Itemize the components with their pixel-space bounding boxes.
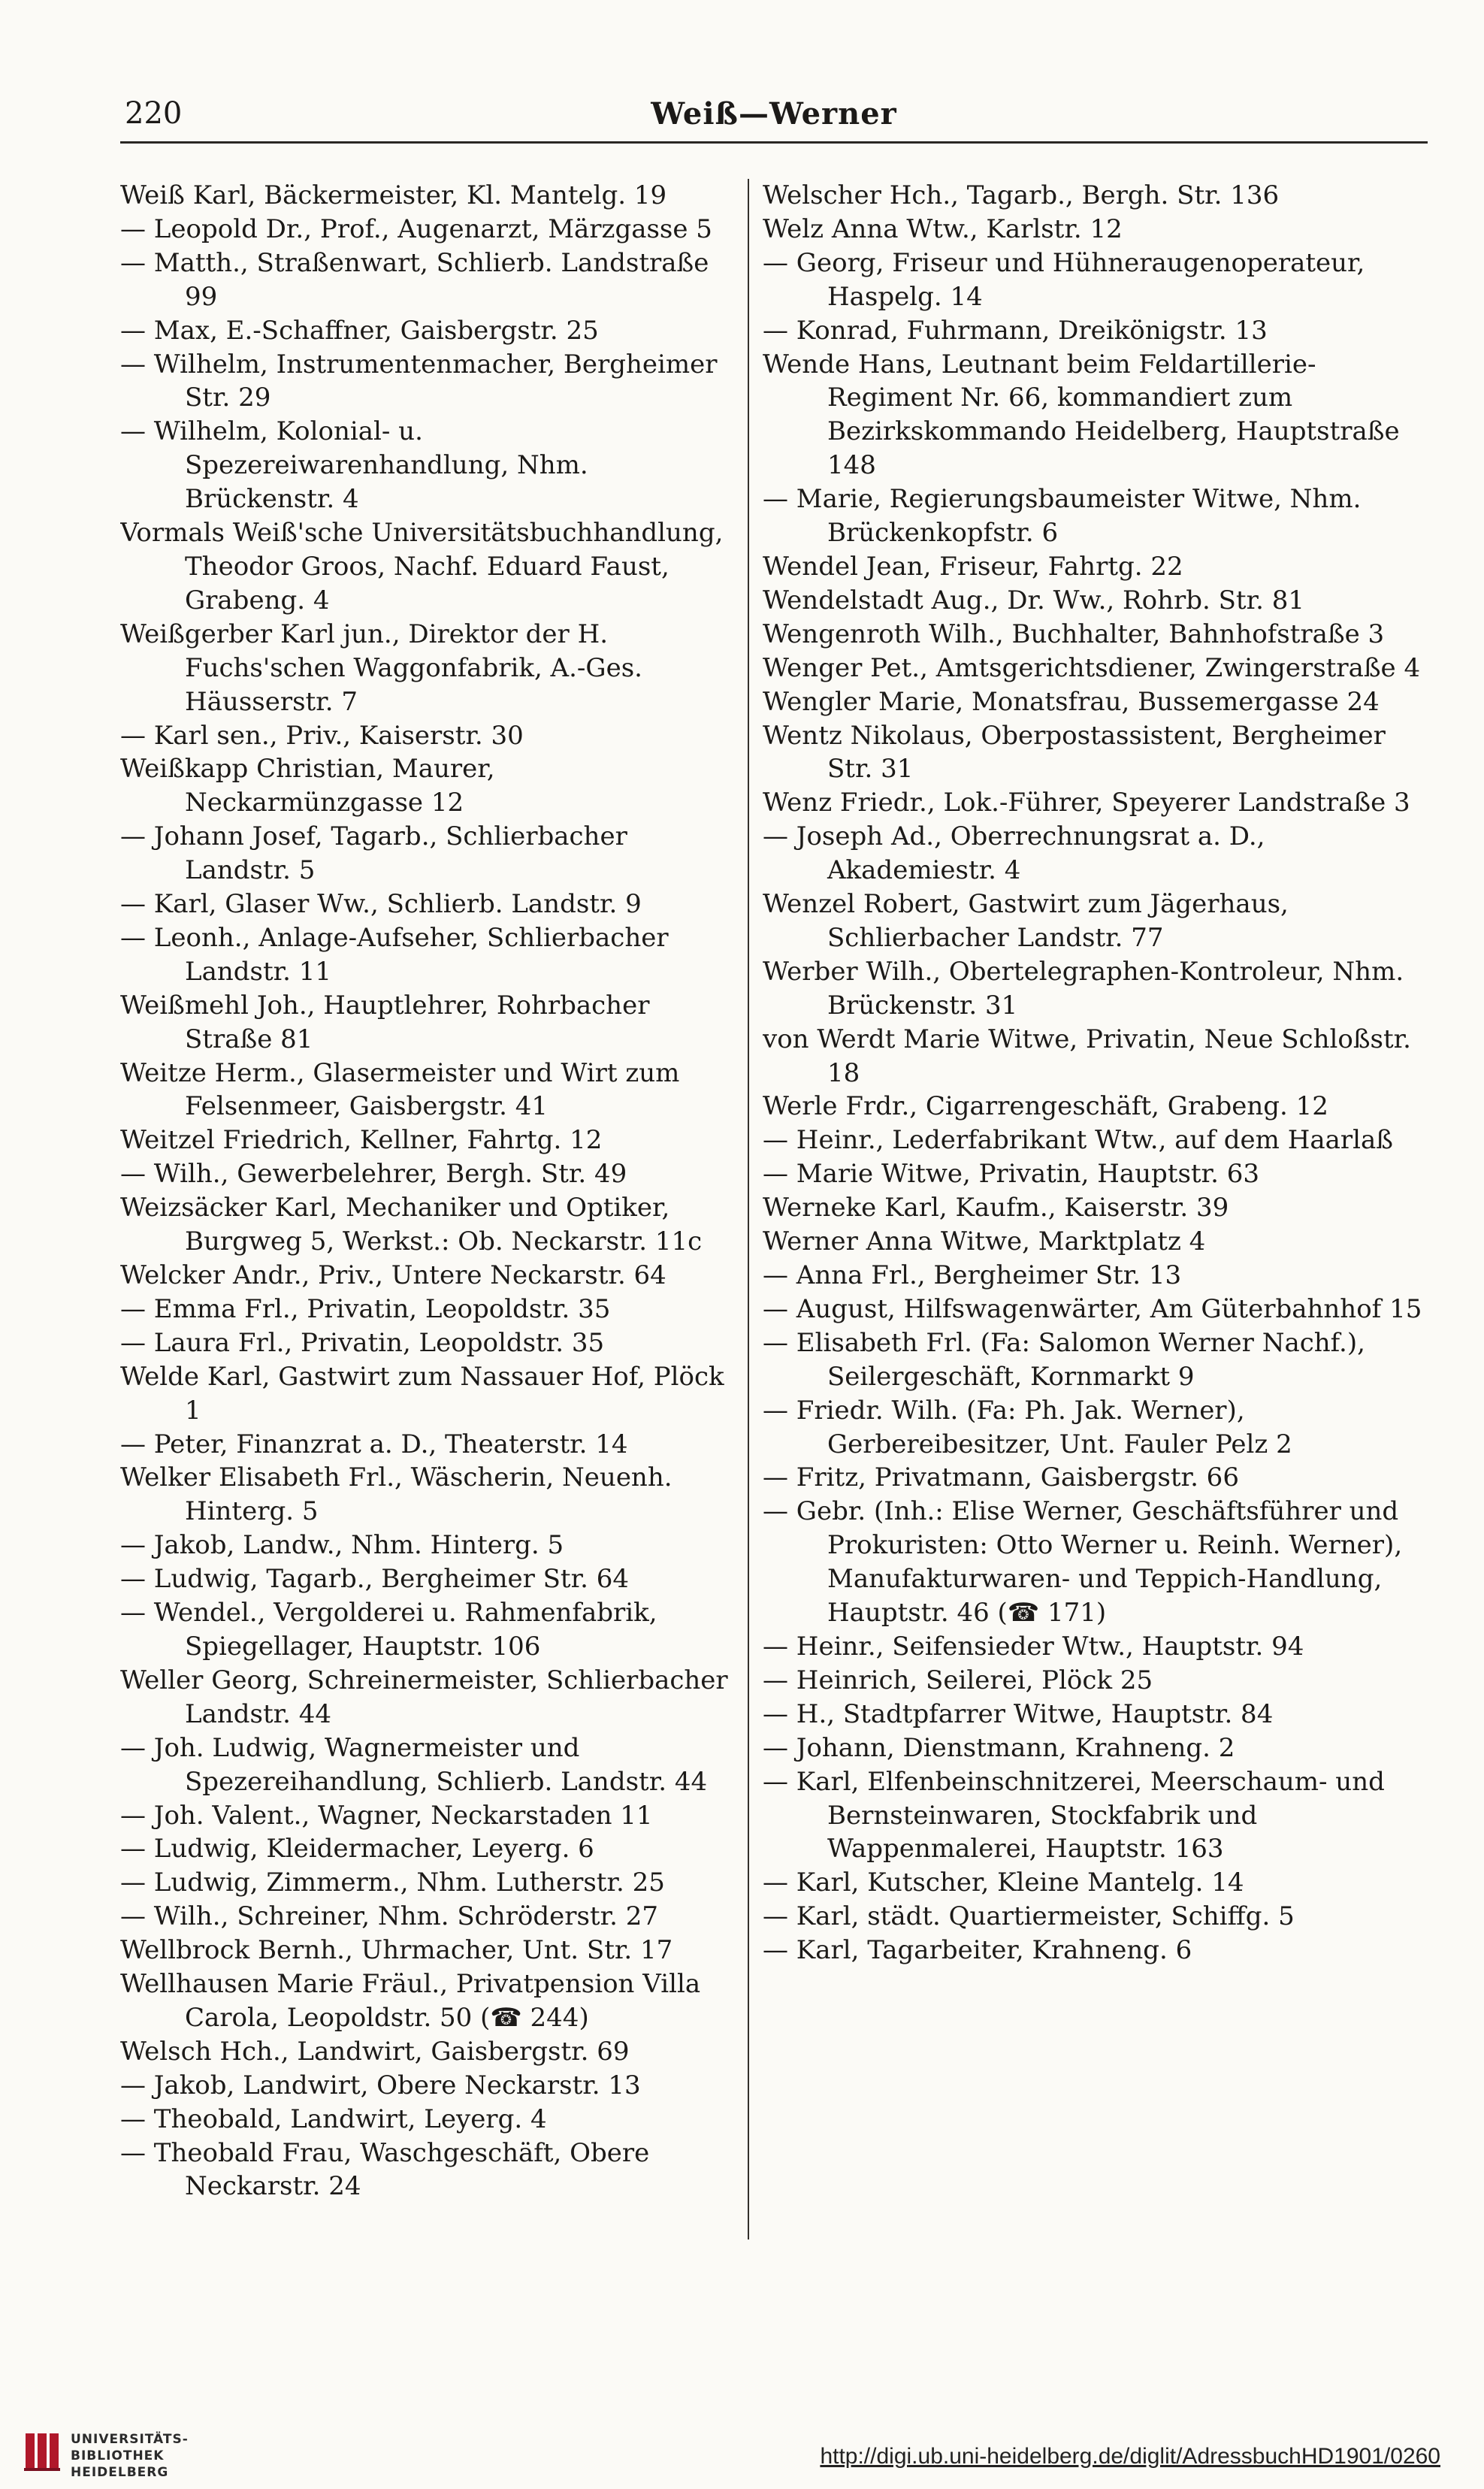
- directory-entry: — Leopold Dr., Prof., Augenarzt, Märzgasse 5: [120, 213, 712, 244]
- directory-entry: Welker Elisabeth Frl., Wäscherin, Neuenh. Hinterg. 5: [120, 1462, 672, 1527]
- directory-entry: Weitze Herm., Glasermeister und Wirt zum Felsenmeer, Gaisbergstr. 41: [120, 1057, 680, 1122]
- left-entry-list: [120, 179, 736, 2203]
- directory-entry: — Matth., Straßenwart, Schlierb. Landstraße 99: [120, 247, 709, 312]
- directory-entry: Werneke Karl, Kaufm., Kaiserstr. 39: [763, 1193, 1229, 1223]
- directory-entry: Welde Karl, Gastwirt zum Nassauer Hof, Plöck 1: [120, 1361, 724, 1426]
- directory-entry: — Theobald Frau, Waschgeschäft, Obere Neckarstr. 24: [120, 2137, 650, 2202]
- logo-line-1: UNIVERSITÄTS-: [71, 2432, 189, 2447]
- library-logo[interactable]: [24, 2426, 249, 2478]
- directory-entry: — Karl, städt. Quartiermeister, Schiffg. 5: [763, 1901, 1295, 1932]
- directory-entry: Weißkapp Christian, Maurer, Neckarmünzgasse 12: [120, 754, 495, 818]
- directory-entry: — Karl, Elfenbeinschnitzerei, Meerschaum- und Bernsteinwaren, Stockfabrik und Wappenmalerei, Hauptstr. 163: [763, 1766, 1385, 1864]
- directory-entry: — Karl, Tagarbeiter, Krahneng. 6: [763, 1935, 1192, 1966]
- directory-entry: — Friedr. Wilh. (Fa: Ph. Jak. Werner), Gerbereibesitzer, Unt. Fauler Pelz 2: [763, 1395, 1292, 1459]
- directory-entry: Werle Frdr., Cigarrengeschäft, Grabeng. 12: [763, 1091, 1328, 1122]
- directory-entry: Wenz Friedr., Lok.-Führer, Speyerer Landstraße 3: [763, 788, 1410, 818]
- directory-entry: von Werdt Marie Witwe, Privatin, Neue Schloßstr. 18: [763, 1024, 1411, 1088]
- directory-entry: — Wilh., Gewerbelehrer, Bergh. Str. 49: [120, 1159, 627, 1190]
- directory-entry: — Heinr., Lederfabrikant Wtw., auf dem Haarlaß: [763, 1125, 1394, 1156]
- directory-entry: — Max, E.-Schaffner, Gaisbergstr. 25: [120, 315, 599, 346]
- directory-entry: — Ludwig, Zimmerm., Nhm. Lutherstr. 25: [120, 1868, 665, 1898]
- directory-entry: — Joh. Valent., Wagner, Neckarstaden 11: [120, 1800, 653, 1831]
- directory-entry: — Jakob, Landw., Nhm. Hinterg. 5: [120, 1530, 564, 1561]
- directory-entry: — Wilh., Schreiner, Nhm. Schröderstr. 27: [120, 1901, 658, 1932]
- directory-entry: — Marie, Regierungsbaumeister Witwe, Nhm. Brückenkopfstr. 6: [763, 484, 1362, 549]
- directory-entry: — Wilhelm, Instrumentenmacher, Bergheimer Str. 29: [120, 349, 718, 413]
- library-logo-icon: [24, 2430, 60, 2472]
- directory-entry: — Karl, Kutscher, Kleine Mantelg. 14: [763, 1868, 1244, 1898]
- directory-entry: Vormals Weiß'sche Universitätsbuchhandlung, Theodor Groos, Nachf. Eduard Faust, Grabeng. 4: [120, 518, 724, 615]
- directory-entry: Wellbrock Bernh., Uhrmacher, Unt. Str. 17: [120, 1935, 673, 1966]
- directory-entry: Weiß Karl, Bäckermeister, Kl. Mantelg. 19: [120, 180, 667, 210]
- left-column: [120, 179, 736, 2239]
- directory-entry: — Karl, Glaser Ww., Schlierb. Landstr. 9: [120, 889, 642, 920]
- directory-entry: Wentz Nikolaus, Oberpostassistent, Bergheimer Str. 31: [763, 720, 1386, 785]
- directory-entry: Welscher Hch., Tagarb., Bergh. Str. 136: [763, 180, 1280, 210]
- directory-entry: — Johann, Dienstmann, Krahneng. 2: [763, 1732, 1235, 1763]
- running-head: Weiß—Werner: [651, 96, 897, 132]
- directory-entry: — Emma Frl., Privatin, Leopoldstr. 35: [120, 1293, 611, 1324]
- source-url-link[interactable]: http://digi.ub.uni-heidelberg.de/diglit/AdressbuchHD1901/0260: [820, 2444, 1440, 2469]
- directory-entry: Werner Anna Witwe, Marktplatz 4: [763, 1226, 1206, 1257]
- directory-entry: — Elisabeth Frl. (Fa: Salomon Werner Nachf.), Seilergeschäft, Kornmarkt 9: [763, 1327, 1365, 1392]
- directory-entry: — Konrad, Fuhrmann, Dreikönigstr. 13: [763, 315, 1268, 346]
- directory-entry: — Marie Witwe, Privatin, Hauptstr. 63: [763, 1159, 1259, 1190]
- directory-entry: Wengler Marie, Monatsfrau, Bussemergasse 24: [763, 686, 1380, 717]
- directory-entry: Wengenroth Wilh., Buchhalter, Bahnhofstraße 3: [763, 618, 1385, 649]
- directory-entry: Welcker Andr., Priv., Untere Neckarstr. 64: [120, 1260, 666, 1290]
- directory-entry: — Peter, Finanzrat a. D., Theaterstr. 14: [120, 1429, 628, 1459]
- directory-entry: Weißgerber Karl jun., Direktor der H. Fuchs'schen Waggonfabrik, A.-Ges. Häusserstr. 7: [120, 618, 642, 717]
- logo-line-2: BIBLIOTHEK: [71, 2448, 165, 2463]
- directory-entry: Wendelstadt Aug., Dr. Ww., Rohrb. Str. 81: [763, 585, 1304, 615]
- directory-entry: — Jakob, Landwirt, Obere Neckarstr. 13: [120, 2070, 641, 2100]
- directory-entry: — Laura Frl., Privatin, Leopoldstr. 35: [120, 1327, 605, 1358]
- directory-entry: Wellhausen Marie Fräul., Privatpension Villa Carola, Leopoldstr. 50 (☎ 244): [120, 1969, 701, 2033]
- directory-entry: Wende Hans, Leutnant beim Feldartillerie-Regiment Nr. 66, kommandiert zum Bezirkskommando Heidelberg, Hauptstraße 148: [763, 349, 1400, 481]
- directory-entry: Weitzel Friedrich, Kellner, Fahrtg. 12: [120, 1125, 603, 1156]
- directory-entry: — Ludwig, Tagarb., Bergheimer Str. 64: [120, 1564, 629, 1595]
- directory-entry: — Heinr., Seifensieder Wtw., Hauptstr. 94: [763, 1631, 1304, 1662]
- directory-entry: — Wendel., Vergolderei u. Rahmenfabrik, Spiegellager, Hauptstr. 106: [120, 1598, 657, 1662]
- right-column: [763, 179, 1424, 2239]
- directory-entry: Weißmehl Joh., Hauptlehrer, Rohrbacher Straße 81: [120, 990, 650, 1054]
- directory-entry: — Karl sen., Priv., Kaiserstr. 30: [120, 720, 524, 751]
- directory-entry: — Ludwig, Kleidermacher, Leyerg. 6: [120, 1834, 594, 1864]
- directory-entry: — Heinrich, Seilerei, Plöck 25: [763, 1665, 1153, 1695]
- column-divider: [748, 179, 749, 2239]
- directory-entry: Weller Georg, Schreinermeister, Schlierbacher Landstr. 44: [120, 1665, 728, 1729]
- directory-entry: — Anna Frl., Bergheimer Str. 13: [763, 1260, 1182, 1290]
- page-header: [120, 89, 1428, 144]
- directory-entry: Weizsäcker Karl, Mechaniker und Optiker, Burgweg 5, Werkst.: Ob. Neckarstr. 11c: [120, 1193, 703, 1257]
- directory-entry: Werber Wilh., Obertelegraphen-Kontroleur, Nhm. Brückenstr. 31: [763, 956, 1404, 1021]
- logo-line-3: HEIDELBERG: [71, 2465, 169, 2480]
- directory-entry: Welsch Hch., Landwirt, Gaisbergstr. 69: [120, 2036, 630, 2067]
- directory-entry: Wenger Pet., Amtsgerichtsdiener, Zwingerstraße 4: [763, 652, 1421, 683]
- directory-entry: — Leonh., Anlage-Aufseher, Schlierbacher Landstr. 11: [120, 922, 669, 987]
- directory-entry: — August, Hilfswagenwärter, Am Güterbahnhof 15: [763, 1293, 1422, 1324]
- directory-entry: Wenzel Robert, Gastwirt zum Jägerhaus, Schlierbacher Landstr. 77: [763, 889, 1289, 953]
- directory-entry: — Fritz, Privatmann, Gaisbergstr. 66: [763, 1462, 1239, 1493]
- directory-entry: — Gebr. (Inh.: Elise Werner, Geschäftsführer und Prokuristen: Otto Werner u. Reinh. Werner), Manufakturwaren- und Teppich-Handlung, Hauptstr. 46 (☎ 171): [763, 1496, 1403, 1629]
- directory-entry: — Joh. Ludwig, Wagnermeister und Spezereihandlung, Schlierb. Landstr. 44: [120, 1732, 708, 1797]
- directory-entry: — Johann Josef, Tagarb., Schlierbacher Landstr. 5: [120, 821, 627, 886]
- page-number: 220: [125, 96, 183, 131]
- directory-entry: — Georg, Friseur und Hühneraugenoperateur, Haspelg. 14: [763, 247, 1365, 312]
- directory-entry: — Theobald, Landwirt, Leyerg. 4: [120, 2103, 547, 2134]
- directory-entry: — Joseph Ad., Oberrechnungsrat a. D., Akademiestr. 4: [763, 821, 1265, 886]
- right-entry-list: [763, 179, 1424, 1967]
- directory-entry: — Wilhelm, Kolonial- u. Spezereiwarenhandlung, Nhm. Brückenstr. 4: [120, 416, 588, 515]
- directory-entry: Wendel Jean, Friseur, Fahrtg. 22: [763, 551, 1183, 582]
- directory-entry: Welz Anna Wtw., Karlstr. 12: [763, 213, 1123, 244]
- directory-entry: — H., Stadtpfarrer Witwe, Hauptstr. 84: [763, 1698, 1274, 1729]
